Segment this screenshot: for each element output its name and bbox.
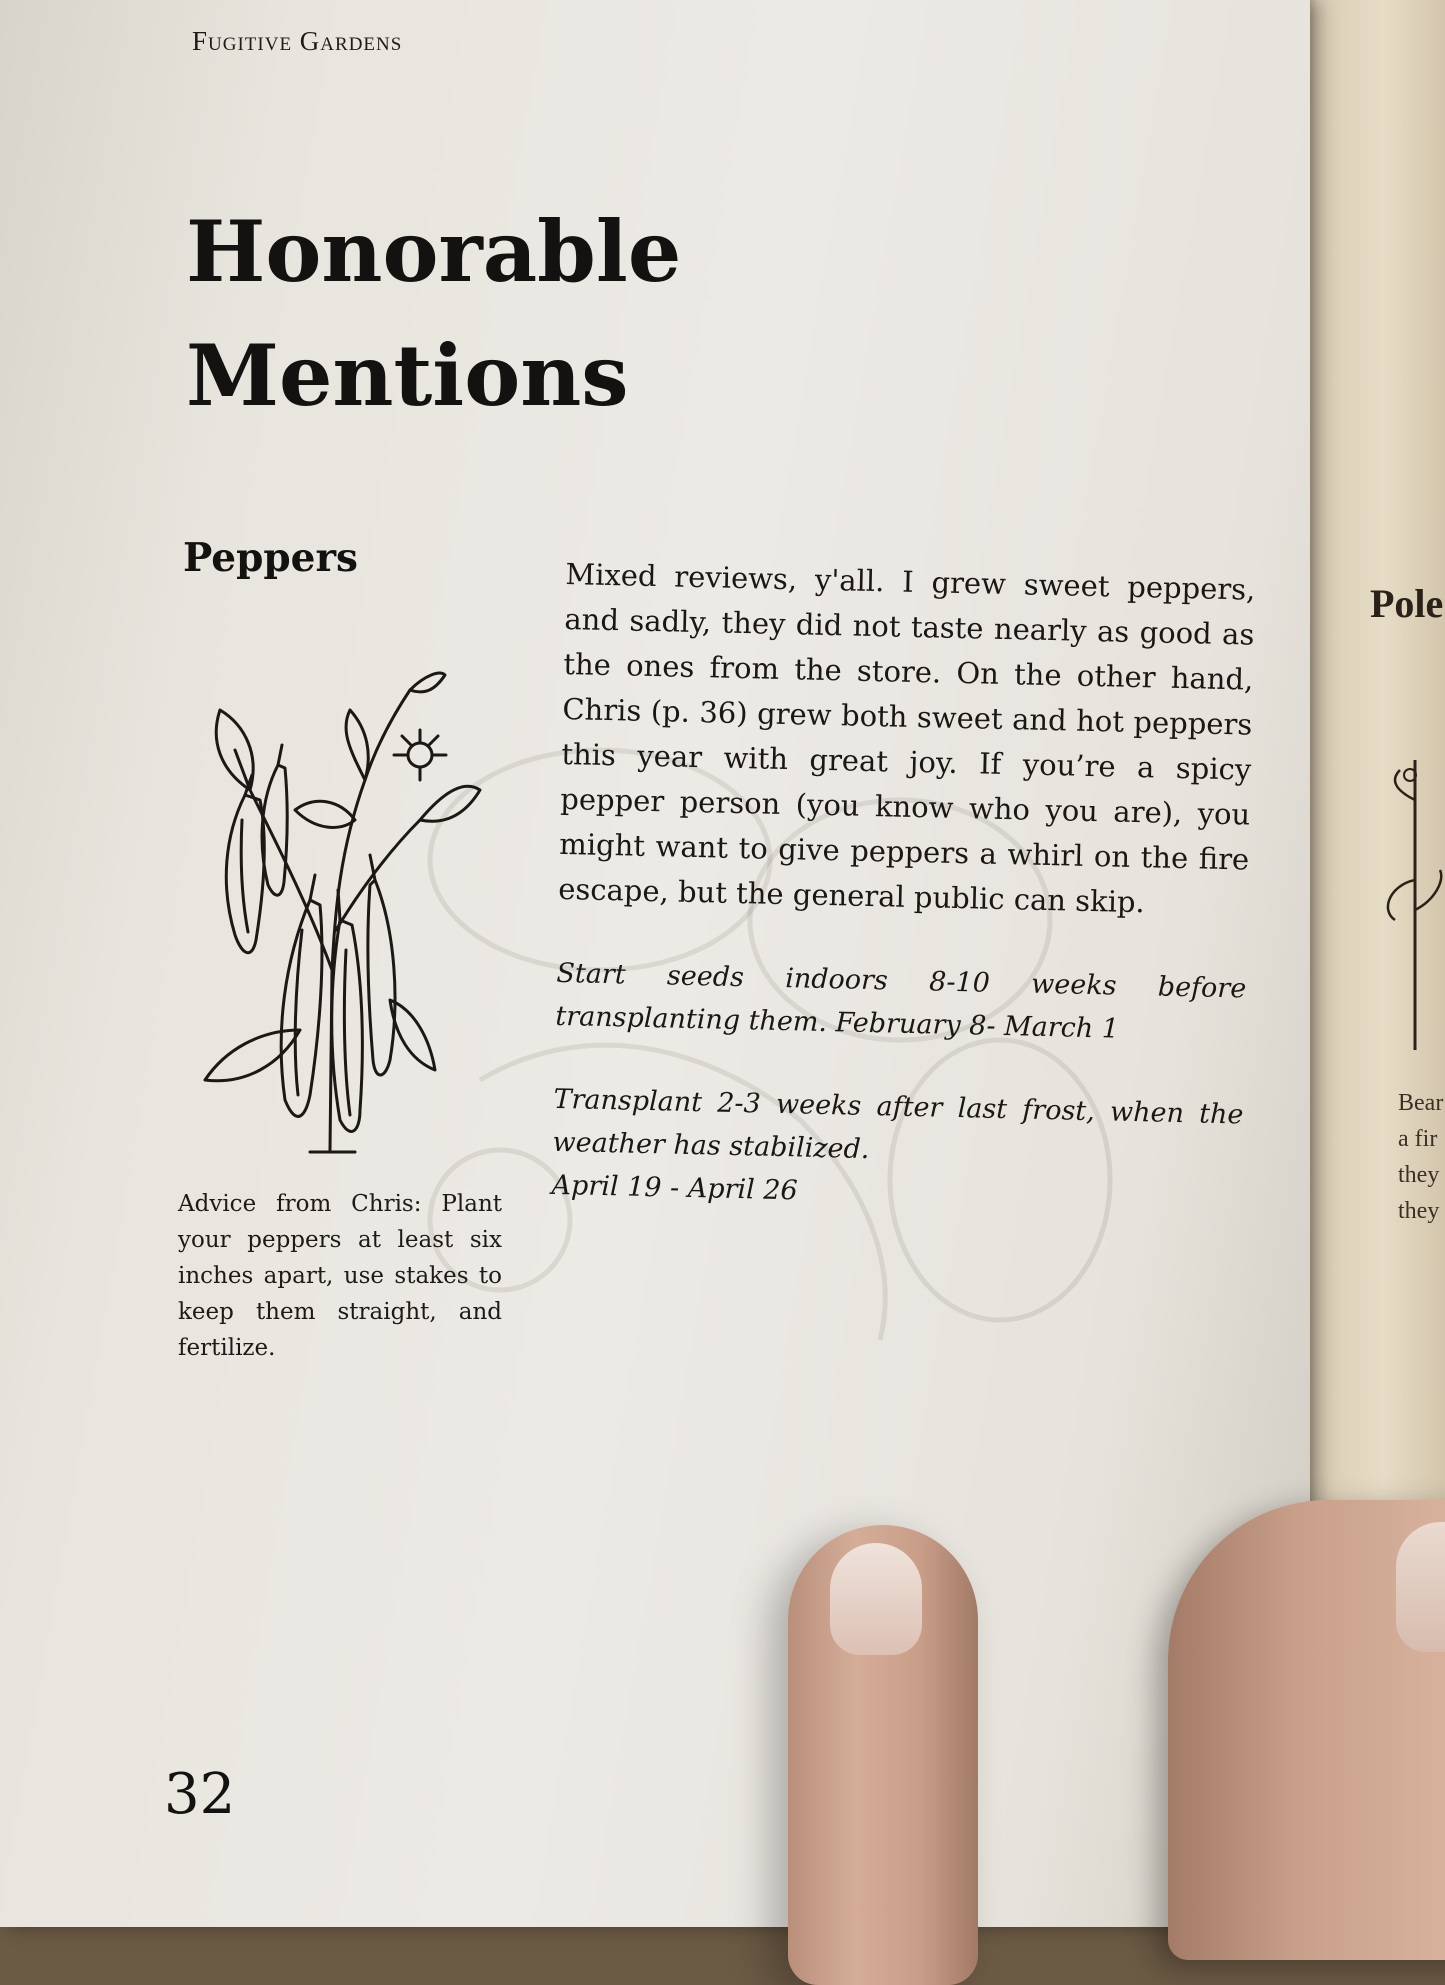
peppers-body: [551, 552, 1256, 1222]
pepper-plant-illustration: [190, 670, 490, 1160]
facing-page-line: they: [1398, 1162, 1440, 1188]
body-paragraph: Mixed reviews, y'all. I grew sweet peppers, and sadly, they did not taste nearly as good as the ones from the store. On the other hand, Chris (p. 36) grew both sweet and hot peppers this year with great joy. If you’re a spicy pepper person (you know who you are), you might want to give peppers a whirl on the fire escape, but the general public can skip.: [557, 556, 1256, 920]
page-number: 32: [164, 1762, 236, 1827]
thumb-holding-page: [788, 1525, 978, 1985]
facing-page-text: [1398, 1085, 1443, 1229]
facing-page-line: Bear: [1398, 1090, 1444, 1116]
start-seeds-note: Start seeds indoors 8-10 weeks before transplanting them. February 8- March 1: [555, 957, 1247, 1045]
facing-page-line: they: [1398, 1198, 1440, 1224]
running-head: Fugitive Gardens: [192, 26, 403, 56]
title-line: Mentions: [186, 326, 629, 425]
advice-caption: Advice from Chris: Plant your peppers at least six inches apart, use stakes to keep them straight, and fertilize.: [178, 1191, 502, 1361]
transplant-dates: April 19 - April 26: [551, 1169, 799, 1207]
section-heading: Peppers: [183, 535, 358, 581]
facing-page-line: a fir: [1398, 1126, 1438, 1152]
page-title: [186, 190, 681, 438]
fingernail: [1396, 1522, 1445, 1652]
transplant-note: Transplant 2-3 weeks after last frost, when the weather has stabilized.: [552, 1083, 1244, 1166]
facing-page-heading: Pole: [1370, 581, 1444, 626]
thumbnail: [830, 1543, 922, 1655]
finger-holding-page: [1168, 1500, 1445, 1960]
title-line: Honorable: [186, 202, 682, 301]
facing-page-illustration: [1385, 760, 1445, 1050]
